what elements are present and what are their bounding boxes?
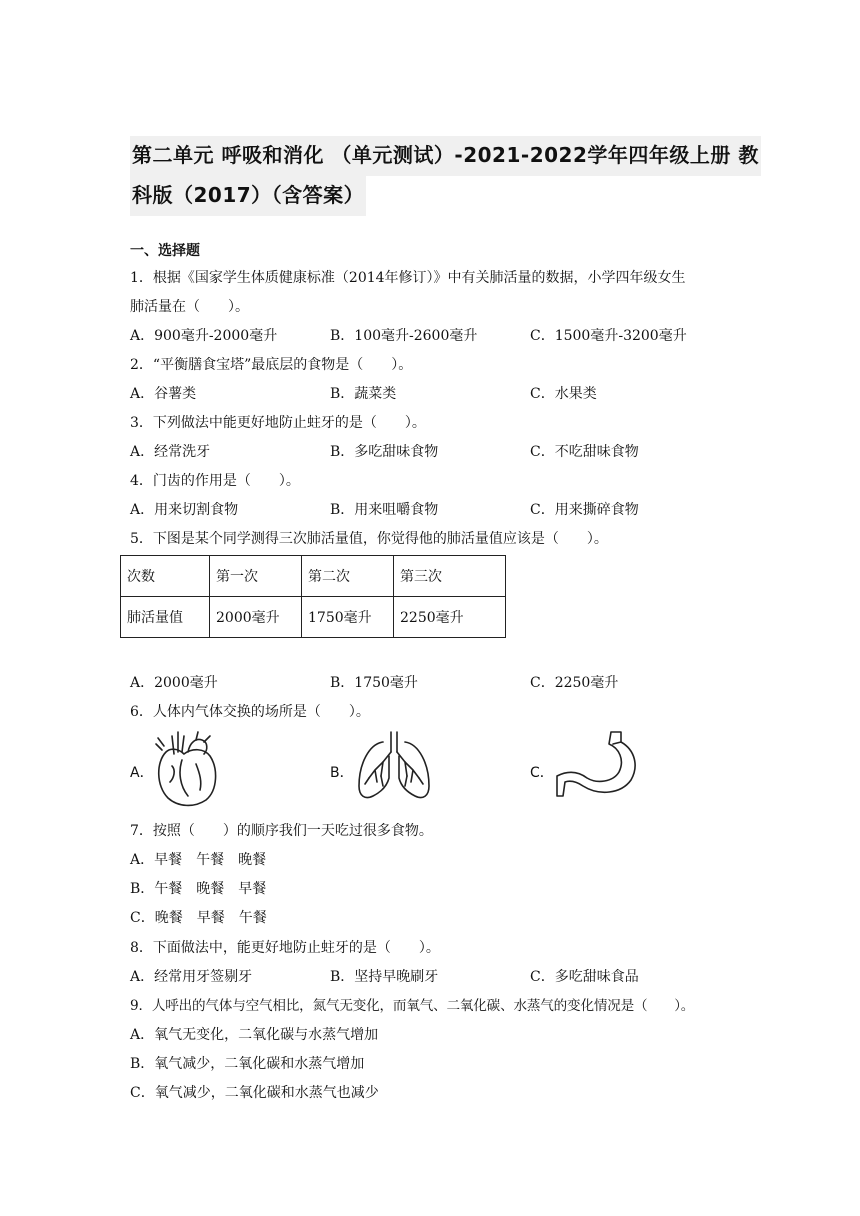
question-4-option-a: A．用来切割食物	[130, 502, 239, 518]
question-1-option-a: A．900毫升-2000毫升	[130, 328, 278, 344]
question-9-option-a: A．氧气无变化，二氧化碳与水蒸气增加	[130, 1027, 379, 1043]
question-4-option-c: C．用来撕碎食物	[530, 502, 639, 518]
question-9-stem: 9．人呼出的气体与空气相比，氮气无变化，而氧气、二氧化碳、水蒸气的变化情况是（ ）。	[130, 998, 695, 1014]
question-6-option-c: C．	[530, 765, 554, 781]
question-5-option-b: B．1750毫升	[330, 675, 418, 691]
question-3-option-a: A．经常洗牙	[130, 444, 211, 460]
question-3-option-b: B．多吃甜味食物	[330, 444, 439, 460]
table-cell: 2000毫升	[210, 597, 302, 638]
table-row	[121, 597, 506, 638]
question-2-option-c: C．水果类	[530, 386, 597, 402]
question-1-option-c: C．1500毫升-3200毫升	[530, 328, 687, 344]
question-7-option-a: A．早餐 午餐 晚餐	[130, 852, 267, 868]
question-5-stem: 5．下图是某个同学测得三次肺活量值，你觉得他的肺活量值应该是（ ）。	[130, 531, 608, 547]
question-4-stem: 4．门齿的作用是（ ）。	[130, 473, 300, 489]
heart-drawing	[152, 730, 220, 808]
table-cell: 第三次	[394, 556, 506, 597]
table-cell: 第二次	[302, 556, 394, 597]
table-cell: 2250毫升	[394, 597, 506, 638]
table-cell: 肺活量值	[121, 597, 210, 638]
question-6-stem: 6．人体内气体交换的场所是（ ）。	[130, 704, 370, 720]
lung-capacity-table	[120, 555, 506, 638]
table-cell: 次数	[121, 556, 210, 597]
question-2-stem: 2．“平衡膳食宝塔”最底层的食物是（ ）。	[130, 357, 413, 373]
stomach-drawing	[555, 730, 641, 800]
question-2-option-b: B．蔬菜类	[330, 386, 397, 402]
table-header-row	[121, 556, 506, 597]
question-6-option-b: B．	[330, 765, 354, 781]
question-1-stem: 1．根据《国家学生体质健康标准（2014年修订）》中有关肺活量的数据，小学四年级女生	[130, 270, 686, 286]
question-7-option-b: B．午餐 晚餐 早餐	[130, 881, 267, 897]
question-4-option-b: B．用来咀嚼食物	[330, 502, 439, 518]
question-9-option-b: B．氧气减少，二氧化碳和水蒸气增加	[130, 1056, 365, 1072]
lungs-drawing	[355, 730, 433, 804]
question-3-stem: 3．下列做法中能更好地防止蛀牙的是（ ）。	[130, 415, 426, 431]
question-8-stem: 8．下面做法中，能更好地防止蛀牙的是（ ）。	[130, 940, 440, 956]
section-heading: 一、选择题	[130, 243, 200, 259]
question-5-option-c: C．2250毫升	[530, 675, 619, 691]
question-8-option-b: B．坚持早晚刷牙	[330, 969, 439, 985]
document-title-line-1: 第二单元 呼吸和消化 （单元测试）-2021-2022学年四年级上册 教	[130, 136, 761, 176]
question-5-option-a: A．2000毫升	[130, 675, 218, 691]
question-7-stem: 7．按照（ ）的顺序我们一天吃过很多食物。	[130, 823, 433, 839]
question-9-option-c: C．氧气减少，二氧化碳和水蒸气也减少	[130, 1085, 379, 1101]
question-2-option-a: A．谷薯类	[130, 386, 197, 402]
question-3-option-c: C．不吃甜味食物	[530, 444, 639, 460]
document-title-line-2: 科版（2017）（含答案）	[130, 176, 366, 216]
table-cell: 1750毫升	[302, 597, 394, 638]
question-8-option-c: C．多吃甜味食品	[530, 969, 639, 985]
question-6-option-a: A．	[130, 765, 154, 781]
question-7-option-c: C．晚餐 早餐 午餐	[130, 910, 267, 926]
table-cell: 第一次	[210, 556, 302, 597]
question-8-option-a: A．经常用牙签剔牙	[130, 969, 253, 985]
question-1-option-b: B．100毫升-2600毫升	[330, 328, 478, 344]
question-1-stem-cont: 肺活量在（ ）。	[130, 299, 249, 315]
